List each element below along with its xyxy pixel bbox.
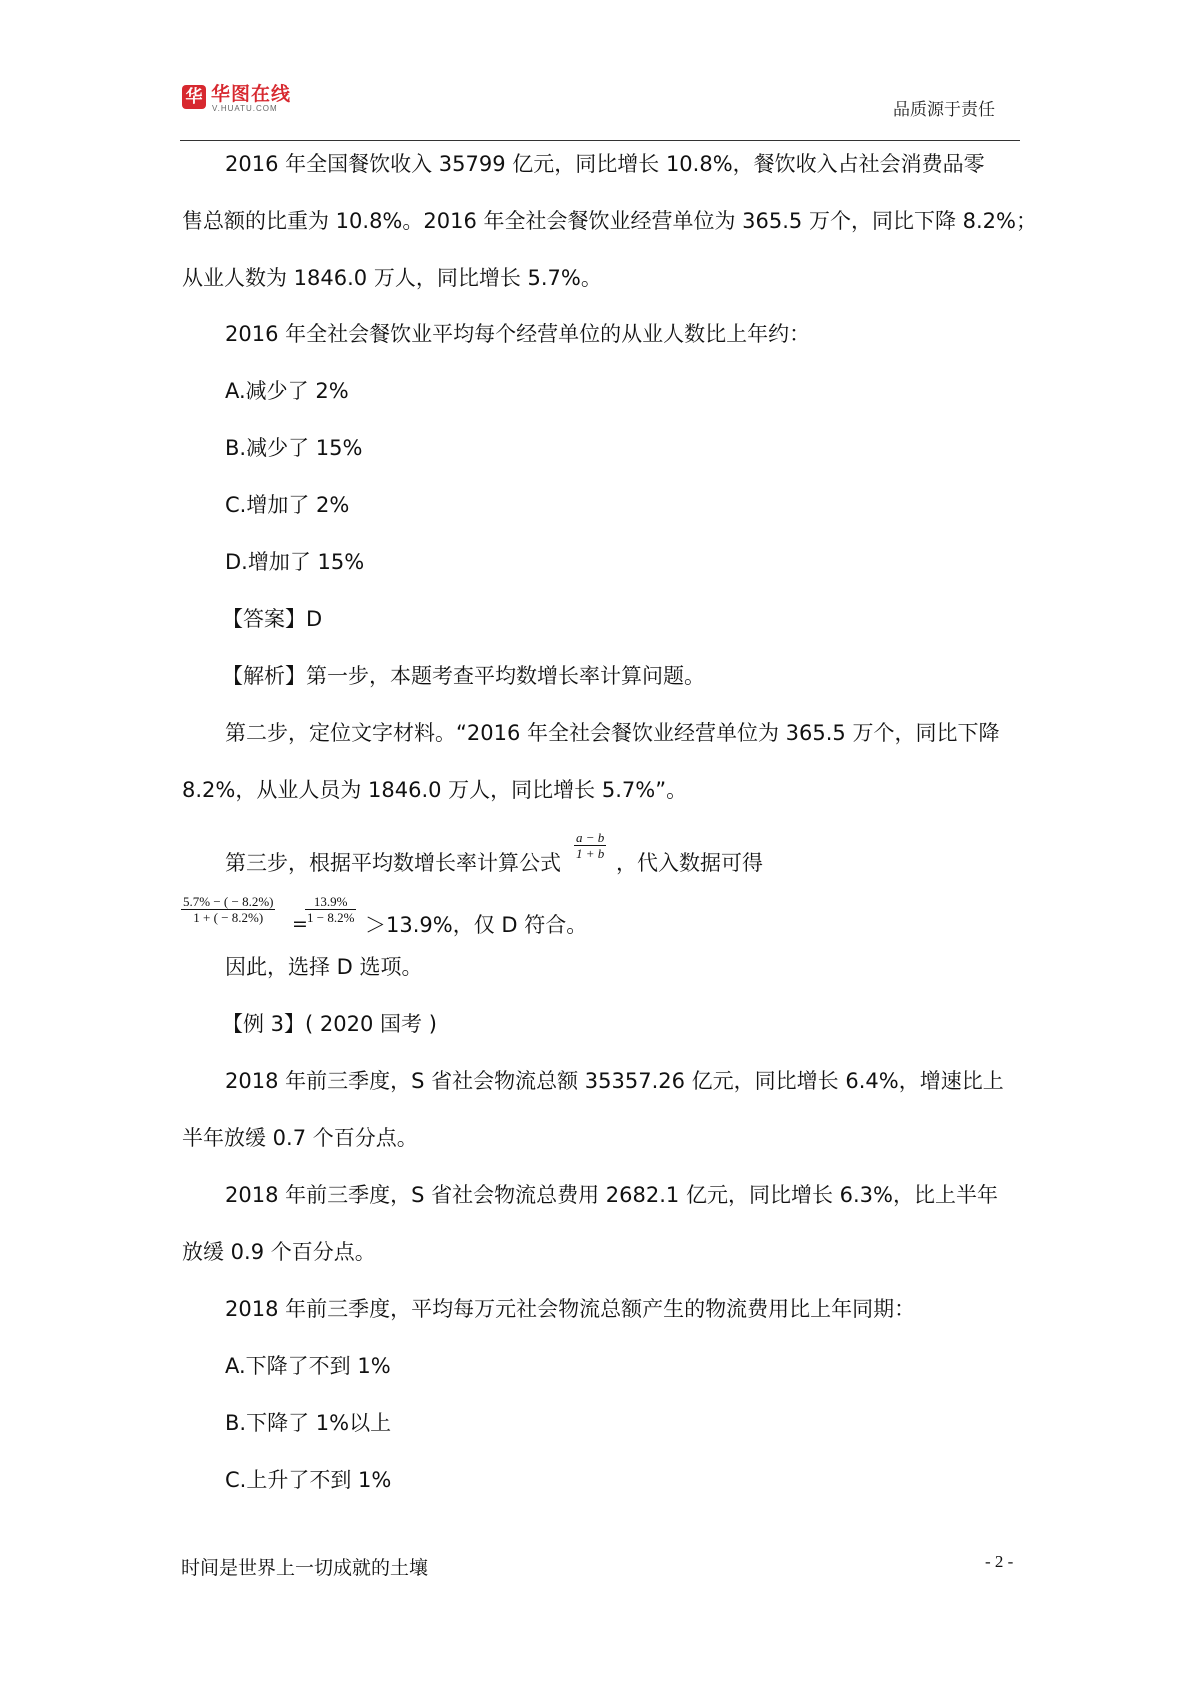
growth-rate-formula [574, 830, 606, 861]
paragraph-1-line-1: 2016 年全国餐饮收入 35799 亿元，同比增长 10.8%，餐饮收入占社会消费品零 [225, 152, 985, 176]
question-1-option-a: A.减少了 2% [225, 379, 349, 403]
conclusion: 因此，选择 D 选项。 [225, 955, 423, 979]
calculation-fraction-1 [181, 894, 275, 925]
example-3-title: 【例 3】( 2020 国考 ) [222, 1012, 437, 1036]
analysis-step-3-tail: ，代入数据可得 [616, 851, 763, 875]
logo-url: V.HUATU.COM [212, 104, 278, 113]
footer-motto: 时间是世界上一切成就的土壤 [181, 1557, 429, 1579]
calculation-result: ＞13.9%，仅 D 符合。 [365, 913, 588, 937]
calculation-fraction-1-numerator: 5.7% − ( − 8.2%) [183, 894, 274, 909]
question-1-option-b: B.减少了 15% [225, 436, 363, 460]
header-slogan: 品质源于责任 [893, 100, 995, 120]
paragraph-2-line-1: 2018 年前三季度，S 省社会物流总额 35357.26 亿元，同比增长 6.4%，增速比上 [225, 1069, 1004, 1093]
calculation-fraction-2 [305, 894, 356, 925]
header-divider [180, 140, 1020, 141]
logo-name: 华图在线 [211, 83, 292, 105]
question-2: 2018 年前三季度，平均每万元社会物流总额产生的物流费用比上年同期： [225, 1297, 916, 1321]
question-2-option-c: C.上升了不到 1% [225, 1468, 392, 1492]
analysis-step-1: 【解析】第一步，本题考查平均数增长率计算问题。 [222, 664, 705, 688]
formula-denominator: 1 + b [576, 846, 605, 861]
question-1: 2016 年全社会餐饮业平均每个经营单位的从业人数比上年约： [225, 322, 811, 346]
paragraph-1-line-2: 售总额的比重为 10.8%。2016 年全社会餐饮业经营单位为 365.5 万个，同比下降 8.2%； [182, 209, 1037, 233]
question-1-option-d: D.增加了 15% [225, 550, 365, 574]
calculation-fraction-2-denominator: 1 − 8.2% [307, 910, 355, 925]
calculation-fraction-1-denominator: 1 + ( − 8.2%) [193, 910, 264, 925]
paragraph-2-line-2: 半年放缓 0.7 个百分点。 [182, 1126, 418, 1150]
answer-line: 【答案】D [222, 607, 323, 631]
analysis-step-2-line-2: 8.2%，从业人员为 1846.0 万人，同比增长 5.7%”。 [182, 778, 688, 802]
question-2-option-a: A.下降了不到 1% [225, 1354, 391, 1378]
calculation-fraction-2-numerator: 13.9% [305, 894, 356, 910]
analysis-step-2-line-1: 第二步，定位文字材料。“2016 年全社会餐饮业经营单位为 365.5 万个，同比下降 [225, 721, 1000, 745]
logo-mark-icon: 华 [182, 85, 206, 109]
page-number: - 2 - [985, 1552, 1014, 1571]
equals-sign: = [292, 913, 308, 935]
question-1-option-c: C.增加了 2% [225, 493, 350, 517]
question-2-option-b: B.下降了 1%以上 [225, 1411, 392, 1435]
paragraph-1-line-3: 从业人数为 1846.0 万人，同比增长 5.7%。 [182, 266, 602, 290]
brand-logo [182, 84, 322, 114]
analysis-step-3-text: 第三步，根据平均数增长率计算公式 [225, 851, 561, 875]
formula-numerator: a − b [576, 830, 605, 845]
paragraph-3-line-2: 放缓 0.9 个百分点。 [182, 1240, 376, 1264]
paragraph-3-line-1: 2018 年前三季度，S 省社会物流总费用 2682.1 亿元，同比增长 6.3%，比上半年 [225, 1183, 998, 1207]
